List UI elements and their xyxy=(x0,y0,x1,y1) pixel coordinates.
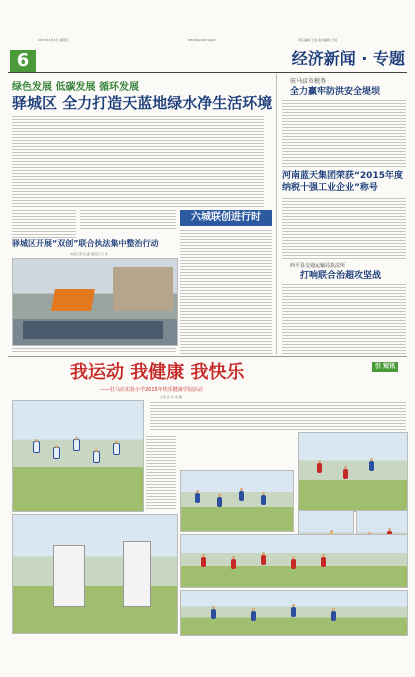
martial-artist-shape xyxy=(123,541,151,607)
martial-artist-shape xyxy=(53,545,85,607)
child-figure xyxy=(369,461,374,471)
sidebar-kicker-3: 西平县交通运输局执法所 xyxy=(290,263,346,269)
masthead xyxy=(8,36,407,44)
masthead-rule xyxy=(8,72,407,73)
sidebar-title-3: 打响联合治超攻坚战 xyxy=(300,271,382,281)
child-figure xyxy=(317,463,322,473)
feature-caption-text xyxy=(146,436,176,510)
child-figure xyxy=(195,493,200,503)
section-title: 经济新闻 · 专题 xyxy=(291,49,405,68)
excavator-shape xyxy=(51,289,95,311)
photo-parade xyxy=(180,534,408,588)
photo-relay xyxy=(298,432,408,512)
sidebar-kicker: 驻马店市税务 xyxy=(290,78,327,85)
lead-headline: 驿城区 全力打造天蓝地绿水净生活环境 xyxy=(12,94,273,112)
child-figure xyxy=(73,439,80,451)
child-figure xyxy=(321,557,326,567)
column-rule xyxy=(276,74,277,354)
subhead-title: 驿城区开展“双创”联合执法集中整治行动 xyxy=(12,239,159,248)
article-text xyxy=(12,210,76,238)
subhead-byline: 本报记者 张 鑫 通讯员 王 涛 xyxy=(70,252,108,256)
child-figure xyxy=(231,559,236,569)
crowd-shape xyxy=(23,321,163,339)
sidebar-text-3 xyxy=(282,284,406,354)
building-shape xyxy=(113,267,173,311)
article-text xyxy=(180,230,272,354)
masthead-date: 2015年4月3日 星期五 xyxy=(38,38,69,42)
child-figure xyxy=(33,441,40,453)
brief-tag: 引 短讯 xyxy=(372,362,398,372)
sidebar-text-2 xyxy=(282,198,406,260)
child-figure xyxy=(251,611,256,621)
feature-intro-text xyxy=(150,402,406,432)
child-figure xyxy=(239,491,244,501)
masthead-editor: 责任编辑 王进 美术编辑 王进 xyxy=(298,38,337,42)
child-figure xyxy=(343,469,348,479)
child-figure xyxy=(93,451,100,463)
child-figure xyxy=(113,443,120,455)
feature-title: 我运动 我健康 我快乐 xyxy=(70,362,245,383)
child-figure xyxy=(53,447,60,459)
article-text xyxy=(80,210,176,230)
lead-body-text xyxy=(12,116,264,208)
child-figure xyxy=(201,557,206,567)
sidebar-text-1 xyxy=(282,100,406,168)
child-figure xyxy=(217,497,222,507)
feature-rule xyxy=(8,356,407,357)
masthead-paper: ZHUMADIAN DAILY xyxy=(188,38,216,42)
sidebar-title-1: 全力赢牢防洪安全堤坝 xyxy=(290,87,381,97)
child-figure xyxy=(331,611,336,621)
street-photo xyxy=(12,258,178,346)
photo-martial-arts xyxy=(12,514,178,634)
child-figure xyxy=(291,607,296,617)
page-number: 6 xyxy=(10,50,36,72)
child-figure xyxy=(261,495,266,505)
sidebar-title-2: 河南蓝天集团荣获“2015年度纳税十强工业企业”称号 xyxy=(282,171,403,193)
feature-subtitle: ——驻马店实验小学2015年快乐健康学园活动 xyxy=(100,387,203,393)
child-figure xyxy=(291,559,296,569)
child-figure xyxy=(211,609,216,619)
feature-byline: 记者 张 永 刘 摄 xyxy=(160,395,182,399)
photo-dance-large xyxy=(12,400,144,512)
child-figure xyxy=(261,555,266,565)
article-text xyxy=(12,348,176,354)
banner-text: 六城联创进行时 xyxy=(191,212,261,223)
lead-kicker: 绿色发展 低碳发展 循环发展 xyxy=(12,82,139,93)
photo-field-blue xyxy=(180,470,294,532)
photo-playground xyxy=(180,590,408,636)
